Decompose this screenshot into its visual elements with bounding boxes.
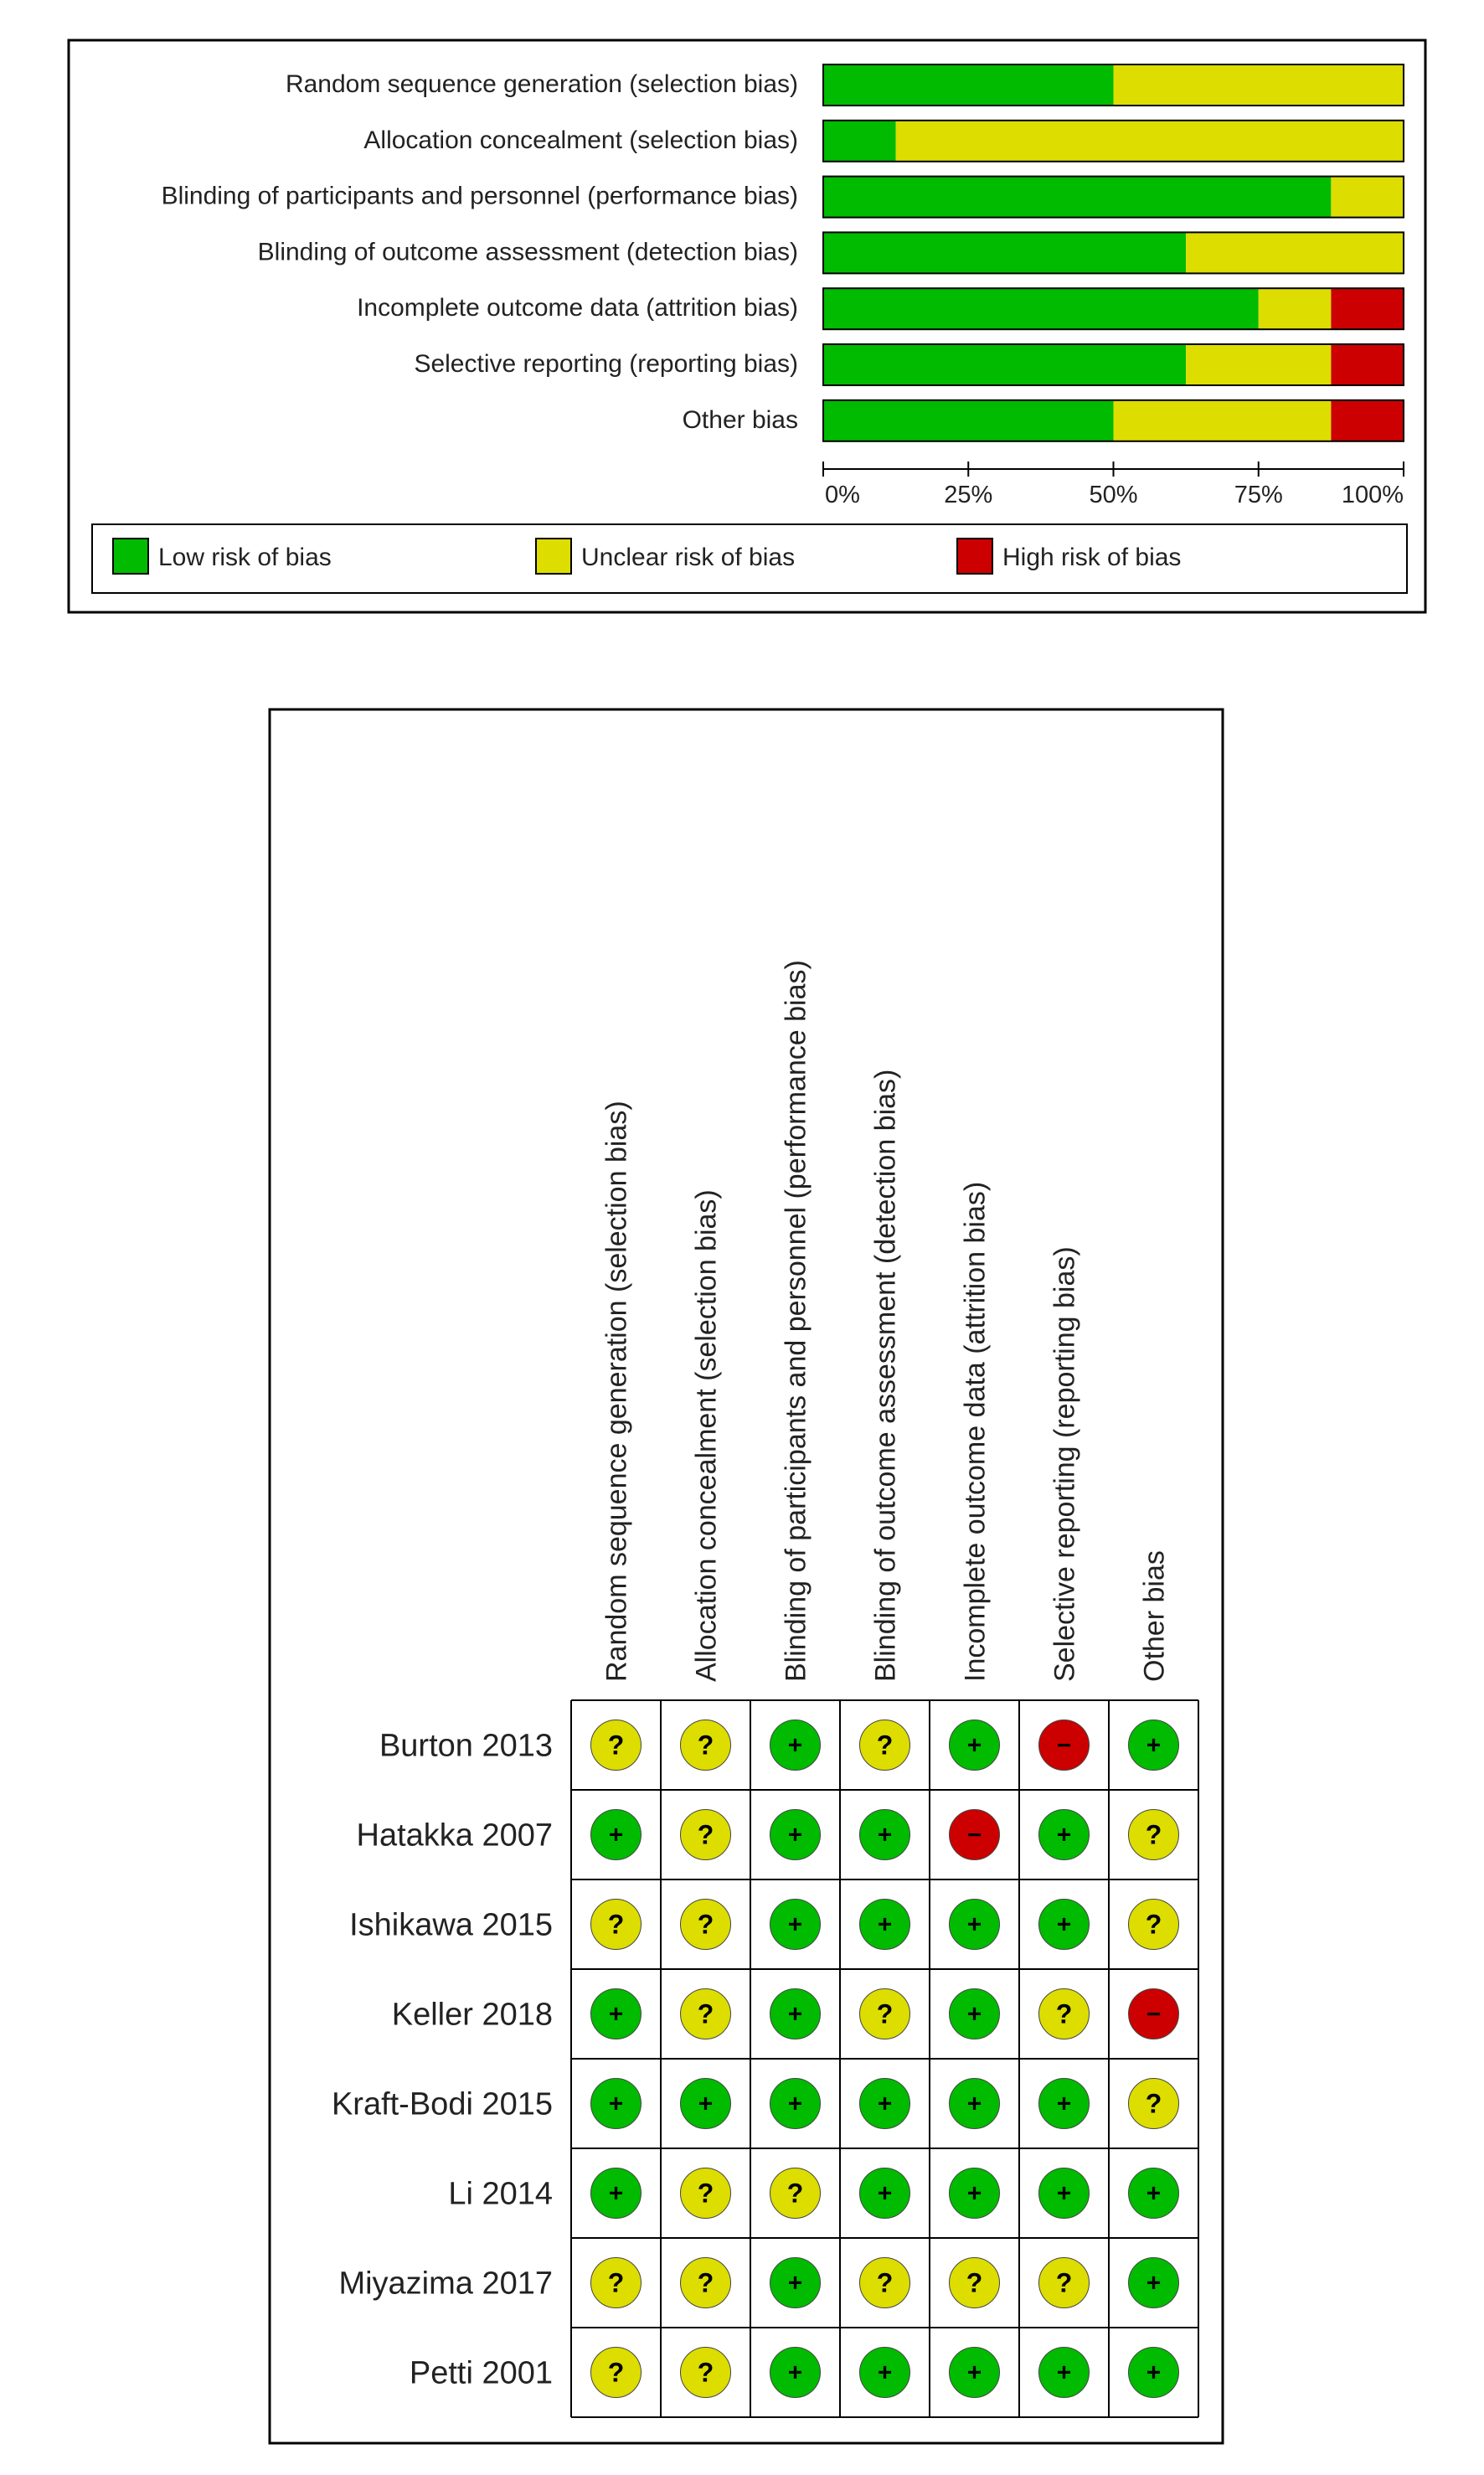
rating-symbol: ? [1055, 2267, 1073, 2298]
column-header: Allocation concealment (selection bias) [690, 1189, 723, 1682]
rating-symbol: + [877, 2179, 893, 2208]
rating-symbol: − [966, 1821, 982, 1849]
domain-label: Blinding of outcome assessment (detection bias) [257, 238, 798, 266]
column-header: Blinding of participants and personnel (performance bias) [780, 960, 812, 1682]
rating-symbol: + [1146, 1731, 1162, 1760]
rating-symbol: + [1056, 1910, 1072, 1939]
rating-symbol: + [966, 2359, 982, 2387]
study-label: Burton 2013 [379, 1728, 553, 1764]
rating-symbol: ? [607, 1730, 625, 1761]
rating-symbol: + [787, 2000, 803, 2029]
bar-segment-unclear-risk-of-bias [896, 121, 1404, 162]
rating-symbol: + [608, 2090, 624, 2118]
rating-symbol: + [787, 2269, 803, 2297]
bar-segment-unclear-risk-of-bias [1114, 400, 1332, 441]
column-header: Random sequence generation (selection bias) [600, 1101, 633, 1682]
bar-segment-high-risk-of-bias [1331, 344, 1404, 385]
rating-symbol: + [966, 2090, 982, 2118]
bar-segment-high-risk-of-bias [1331, 288, 1404, 329]
domain-label: Allocation concealment (selection bias) [363, 126, 798, 154]
bar-segment-low-risk-of-bias [823, 177, 1331, 218]
rating-symbol: + [1146, 2179, 1162, 2208]
domain-label: Other bias [682, 405, 798, 434]
rating-symbol: − [1056, 1731, 1072, 1760]
bar-segment-unclear-risk-of-bias [1331, 177, 1404, 218]
bar-segment-unclear-risk-of-bias [1186, 232, 1404, 273]
rating-symbol: + [1056, 2359, 1072, 2387]
rating-symbol: ? [697, 2357, 714, 2388]
legend [113, 539, 1181, 574]
column-header: Other bias [1138, 1550, 1171, 1682]
bar-segment-low-risk-of-bias [823, 232, 1186, 273]
rating-symbol: ? [966, 2267, 983, 2298]
rating-symbol: ? [786, 2178, 804, 2209]
rating-symbol: ? [1055, 1998, 1073, 2029]
rating-symbol: + [966, 1731, 982, 1760]
rating-symbol: ? [1145, 1819, 1162, 1850]
study-label: Kraft-Bodi 2015 [331, 2086, 553, 2122]
bar-segment-unclear-risk-of-bias [1114, 64, 1404, 106]
bar-segment-high-risk-of-bias [1331, 400, 1404, 441]
study-label: Hatakka 2007 [356, 1818, 553, 1854]
rating-symbol: + [877, 2359, 893, 2387]
rating-symbol: ? [1145, 1909, 1162, 1940]
rating-symbol: + [608, 1821, 624, 1849]
study-label: Ishikawa 2015 [349, 1907, 553, 1943]
rating-symbol: ? [607, 1909, 625, 1940]
rating-symbol: ? [1145, 2088, 1162, 2119]
domain-label: Blinding of participants and personnel (performance bias) [161, 182, 798, 210]
column-header: Blinding of outcome assessment (detection bias) [869, 1069, 902, 1682]
domain-label: Selective reporting (reporting bias) [414, 350, 798, 378]
rating-symbol: + [787, 2359, 803, 2387]
rating-symbol: + [1146, 2359, 1162, 2387]
rating-symbol: ? [697, 2178, 714, 2209]
rating-symbol: ? [697, 1909, 714, 1940]
study-label: Li 2014 [448, 2176, 553, 2212]
study-label: Miyazima 2017 [338, 2266, 553, 2302]
rating-symbol: + [1056, 2179, 1072, 2208]
rating-symbol: + [877, 1910, 893, 1939]
rating-symbol: + [787, 1910, 803, 1939]
rating-symbol: ? [697, 1730, 714, 1761]
bar-segment-low-risk-of-bias [823, 344, 1186, 385]
rating-symbol: + [608, 2179, 624, 2208]
column-header: Selective reporting (reporting bias) [1049, 1246, 1081, 1682]
summary-bars [823, 64, 1404, 441]
legend-swatch [113, 539, 148, 574]
legend-label: High risk of bias [1002, 544, 1182, 571]
column-header: Incomplete outcome data (attrition bias) [959, 1181, 992, 1682]
rating-symbol: + [787, 1731, 803, 1760]
rating-symbol: + [966, 1910, 982, 1939]
x-tick-label: 50% [1089, 482, 1138, 508]
rating-symbol: ? [607, 2267, 625, 2298]
bar-segment-low-risk-of-bias [823, 121, 896, 162]
legend-label: Low risk of bias [158, 544, 332, 571]
legend-swatch [536, 539, 571, 574]
x-tick-label: 75% [1234, 482, 1283, 508]
x-tick-label: 0% [825, 482, 860, 508]
rating-symbol: + [966, 2000, 982, 2029]
rating-symbol: ? [697, 1998, 714, 2029]
legend-swatch [957, 539, 992, 574]
rating-symbol: + [877, 2090, 893, 2118]
rating-symbol: + [1056, 2090, 1072, 2118]
rating-symbol: ? [607, 2357, 625, 2388]
rating-symbol: ? [697, 1819, 714, 1850]
rating-symbol: + [608, 2000, 624, 2029]
rating-symbol: ? [876, 1998, 894, 2029]
bar-segment-unclear-risk-of-bias [1259, 288, 1332, 329]
x-tick-label: 25% [944, 482, 993, 508]
bar-segment-low-risk-of-bias [823, 400, 1114, 441]
rating-symbol: + [966, 2179, 982, 2208]
rating-symbol: − [1146, 2000, 1162, 2029]
study-label: Keller 2018 [391, 1997, 553, 2033]
rating-symbol: ? [876, 1730, 894, 1761]
rating-symbol: + [787, 1821, 803, 1849]
rating-symbol: + [787, 2090, 803, 2118]
bar-segment-low-risk-of-bias [823, 288, 1259, 329]
bar-segment-unclear-risk-of-bias [1186, 344, 1331, 385]
rating-symbol: + [1146, 2269, 1162, 2297]
rating-symbol: + [698, 2090, 714, 2118]
legend-label: Unclear risk of bias [581, 544, 796, 571]
rating-symbol: ? [876, 2267, 894, 2298]
rating-symbol: ? [697, 2267, 714, 2298]
domain-label: Incomplete outcome data (attrition bias) [357, 294, 798, 322]
rating-symbol: + [877, 1821, 893, 1849]
x-tick-label: 100% [1341, 482, 1404, 508]
bar-segment-low-risk-of-bias [823, 64, 1114, 106]
study-label: Petti 2001 [409, 2355, 553, 2391]
rating-symbol: + [1056, 1821, 1072, 1849]
domain-label: Random sequence generation (selection bias) [285, 70, 798, 98]
